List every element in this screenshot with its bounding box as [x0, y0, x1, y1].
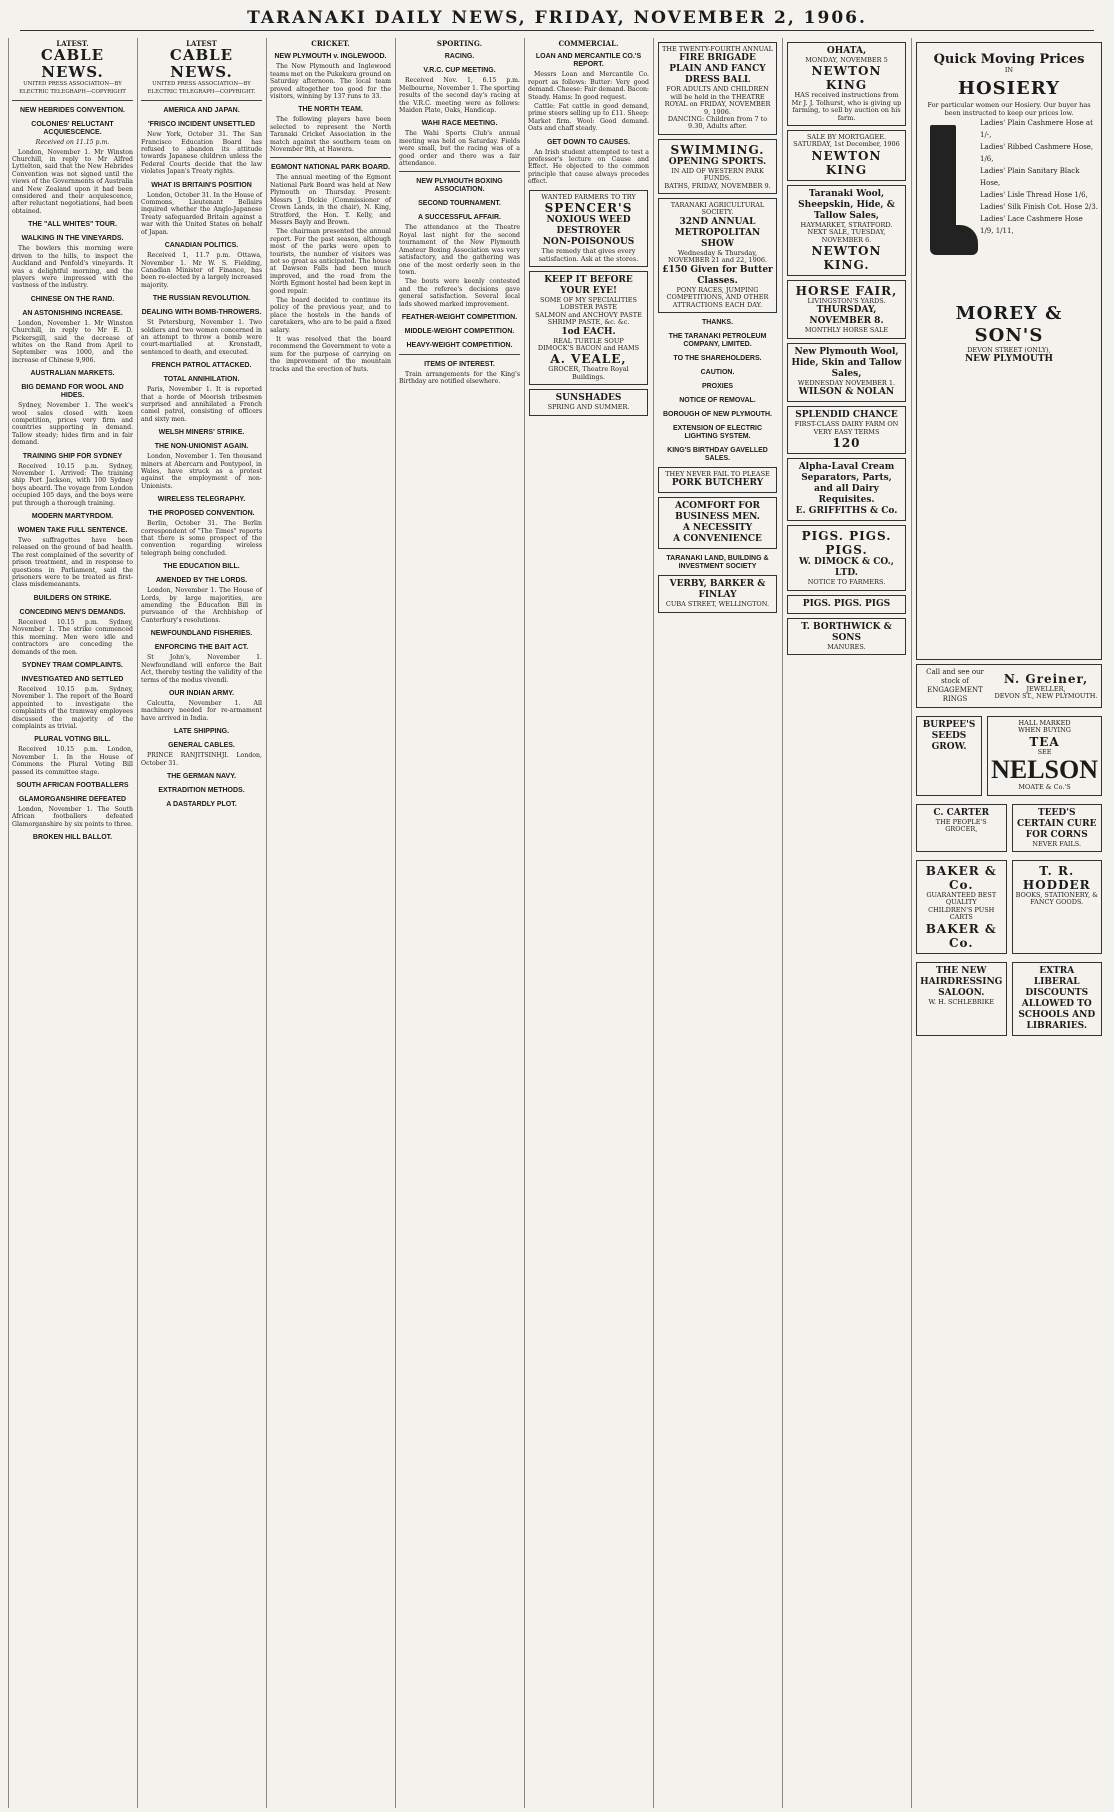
ad-line: NEVER FAILS. — [1032, 839, 1082, 848]
column-adverts-3 — [911, 38, 1106, 1808]
ad-line: REAL TURTLE SOUP — [553, 336, 624, 345]
ad-line: MONTHLY HORSE SALE — [804, 326, 889, 335]
article-text: London, November 1. The South African footballers defeated Glamorganshire by six points to three. — [12, 805, 133, 828]
ad-line: PONY RACES, JUMPING COMPETITIONS, AND OTHER ATTRACTIONS EACH DAY. — [666, 285, 769, 309]
headline: NEWFOUNDLAND FISHERIES. — [150, 630, 253, 638]
section-title: CABLE NEWS. — [40, 46, 105, 82]
headline: BUILDERS ON STRIKE. — [33, 594, 112, 602]
headline: NEW PLYMOUTH v. INGLEWOOD. — [274, 53, 387, 61]
ad-heading: TEA — [1029, 734, 1060, 749]
article-text: The board decided to continue its policy of the previous year, and to place the hostels in the hands of caretakers, who are to be paid a fixed salary. — [270, 296, 391, 334]
ad-line: JEWELLER, — [1026, 684, 1066, 693]
ad-line: SHRIMP PASTE, &c. &c. — [547, 318, 630, 327]
ad-heading: NON-POISONOUS — [542, 237, 635, 248]
ad-line: FIRST-CLASS DAIRY FARM ON VERY EASY TERMS — [794, 420, 899, 436]
headline: V.R.C. CUP MEETING. — [423, 67, 496, 75]
ad-heading: ACOMFORT FOR BUSINESS MEN. — [674, 501, 761, 523]
ad-line: WHEN BUYING — [1018, 726, 1071, 735]
ad-heading: BURPEE'S SEEDS GROW. — [922, 720, 976, 752]
article-text: Two suffragettes have been released on the ground of bad health. The rest complained of the severity of prison treatment, and in response to questions in Parliament, said the prisoners were to be treated as first-class misdemeanants. — [12, 537, 133, 589]
article-text: The attendance at the Theatre Royal last night for the second tournament of the New Plymouth Amateur Boxing Association was very satisfactory, and the gathering was one of the most orderly seen in the town. — [399, 224, 520, 276]
ad-heading: SPLENDID CHANCE — [795, 410, 898, 421]
advert-borthwick — [787, 618, 906, 655]
advert-sunshades — [529, 389, 648, 415]
ad-line: HAYMARKET, STRATFORD. — [800, 220, 893, 229]
article-text: The New Plymouth and Inglewood teams met on the Pukekura ground on Saturday afternoon. The local team proved altogether too good for the visitors, winning by 137 runs to 33. — [270, 63, 391, 101]
ad-line: DEVON STREET (ONLY), — [967, 346, 1051, 355]
ad-line: GROCER, Theatre Royal Buildings. — [548, 365, 629, 381]
advert-greiner — [916, 664, 1102, 708]
article-text: The Wahi Sports Club's annual meeting was held on Saturday. Fields were small, but the racing was of a good order and there was a fair attendance. — [399, 130, 520, 168]
divider — [399, 354, 520, 355]
advert-verby-barker — [658, 575, 777, 612]
ad-heading: SUNSHADES — [555, 393, 622, 404]
ad-row — [915, 800, 1103, 856]
article-text: London, November 1. Ten thousand miners at Abercarn and Pontypool, in Wales, have struck as a protest against the employment of non-Unionists. — [141, 453, 262, 490]
headline: AMERICA AND JAPAN. — [163, 107, 240, 115]
article-text: London, November 1. Mr Winston Churchill, in reply to Mr E. D. Pickersgill, said the decrease of whites on the Rand from April to September was 1000, and the increase of Chinese 9,906. — [12, 319, 133, 364]
article-text: Sydney, November 1. The week's wool sales closed with keen competition, prices very firm and countries supporting in demand. Tallow steady; hides firm and in fair demand. — [12, 402, 133, 447]
divider — [399, 171, 520, 172]
ad-heading: VERBY, BARKER & FINLAY — [669, 579, 766, 601]
ad-row — [915, 712, 1103, 800]
ad-line: SALMON and ANCHOVY PASTE — [535, 310, 642, 319]
ad-heading: TEED'S CERTAIN CURE FOR CORNS — [1017, 807, 1097, 840]
headline: ITEMS OF INTEREST. — [424, 360, 495, 368]
advert-carter — [916, 804, 1007, 852]
ad-line: NEXT SALE, TUESDAY, NOVEMBER 6. — [807, 228, 886, 244]
ad-heading: Taranaki Wool, Sheepskin, Hide, & Tallow Sales, — [798, 188, 895, 221]
ad-heading: SPENCER'S — [544, 201, 633, 216]
article-text: St John's, November 1. Newfoundland will enforce the Bait Act, thereby testing the validity of the terms of the modus vivendi. — [141, 654, 262, 684]
headline: PLURAL VOTING BILL. — [34, 736, 111, 744]
ad-heading: N. Greiner, — [1003, 671, 1089, 686]
ad-line: W. H. SCHLEBRIKE — [928, 997, 994, 1006]
headline: TO THE SHAREHOLDERS. — [673, 354, 762, 362]
ad-heading: THE NEW HAIRDRESSING SALOON. — [920, 965, 1003, 998]
ad-heading: W. DIMOCK & CO., LTD. — [799, 557, 894, 579]
ad-heading: NEW PLYMOUTH — [964, 354, 1054, 365]
headline: THE GERMAN NAVY. — [166, 772, 237, 780]
ad-heading: OPENING SPORTS. — [668, 156, 767, 167]
advert-hosiery — [916, 42, 1102, 660]
advert-wool-sales — [787, 185, 906, 276]
ad-heading: BAKER & Co. — [925, 864, 997, 893]
ad-line: Wednesday & Thursday, NOVEMBER 21 and 22, 1906. — [667, 248, 768, 265]
ad-line: IN AID OF WESTERN PARK FUNDS. — [671, 166, 764, 183]
headline: TRAINING SHIP FOR SYDNEY — [22, 452, 123, 460]
ad-line: HAS received instructions from Mr J. J. Tolhurst, who is giving up farming, to sell by auction on his farm. — [791, 91, 902, 122]
ad-line: Call and see our stock of ENGAGEMENT RINGS — [926, 668, 984, 703]
article-text: Calcutta, November 1. All machinery needed for re-armament have arrived in India. — [141, 699, 262, 722]
price-item: Ladies' Plain Cashmere Hose at 1/-, — [980, 119, 1093, 140]
advert-np-wool-sales — [787, 343, 906, 402]
ad-line: GUARANTEED BEST QUALITY — [926, 891, 997, 907]
headline: AUSTRALIAN MARKETS. — [30, 370, 115, 378]
advert-metropolitan-show — [658, 198, 777, 313]
headline: THE TARANAKI PETROLEUM COMPANY, LIMITED. — [668, 332, 767, 348]
ad-row — [915, 856, 1103, 958]
advert-hairdressing — [916, 962, 1007, 1036]
headline: WHAT IS BRITAIN'S POSITION — [151, 181, 252, 189]
ad-heading: SWIMMING. — [670, 142, 765, 157]
price-item: Ladies' Lace Cashmere Hose 1/9, 1/11, — [980, 215, 1083, 236]
article-text: The chairman presented the annual report. For the past season, although most of the parks were open to tourists, the number of visitors was not so great as anticipated. The house at Dawson Falls had been much improved, and the road from the North Egmont hostel had been kept in good repair. — [270, 228, 391, 295]
headline: COLONIES' RELUCTANT ACQUIESCENCE. — [31, 121, 114, 137]
ad-line: CHILDREN'S PUSH CARTS — [928, 905, 995, 922]
advert-fire-brigade-ball — [658, 42, 777, 135]
article-text: Received Nov. 1, 6.15 p.m. Melbourne, November 1. The sporting results of the second day's racing at the V.R.C. meeting were as follows: Maiden Plate, Oaks, Handicap. — [399, 77, 520, 115]
kicker: CRICKET. — [311, 39, 350, 48]
advert-specialities — [529, 271, 648, 385]
ad-heading: MOREY & SON'S — [955, 303, 1063, 347]
price-item: Ladies' Ribbed Cashmere Hose, 1/6, — [980, 143, 1094, 164]
headline: EXTRADITION METHODS. — [158, 786, 245, 794]
ad-heading: KEEP IT BEFORE YOUR EYE! — [544, 274, 633, 296]
headline: BIG DEMAND FOR WOOL AND HIDES. — [21, 384, 124, 400]
section-subtitle: UNITED PRESS ASSOCIATION—BY ELECTRIC TELEGRAPH—COPYRIGHT. — [147, 81, 256, 95]
ad-line: THE TWENTY-FOURTH ANNUAL — [662, 45, 773, 53]
headline: EGMONT NATIONAL PARK BOARD. — [271, 164, 390, 172]
kicker: COMMERCIAL. — [558, 39, 619, 48]
ad-price: 1od EACH. — [561, 326, 616, 337]
headline: ENFORCING THE BAIT ACT. — [154, 644, 249, 652]
kicker: LATEST — [186, 39, 217, 48]
ad-heading: T. BORTHWICK & SONS — [801, 621, 892, 643]
ad-heading: NEWTON KING — [811, 64, 882, 93]
headline: GLAMORGANSHIRE DEFEATED — [18, 795, 127, 803]
headline: SOUTH AFRICAN FOOTBALLERS — [16, 781, 129, 789]
headline: THE "ALL WHITES" TOUR. — [28, 221, 117, 229]
headline: NEW HEBRIDES CONVENTION. — [19, 107, 125, 115]
headline: CONCEDING MEN'S DEMANDS. — [19, 608, 126, 616]
ad-heading: PORK BUTCHERY — [671, 478, 764, 489]
headline: RACING. — [444, 53, 475, 61]
price-list — [980, 117, 1098, 283]
headline: MIDDLE-WEIGHT COMPETITION. — [404, 327, 515, 335]
ad-heading: NOXIOUS WEED DESTROYER — [546, 215, 631, 237]
ad-line: SOME OF MY SPECIALITIES — [540, 295, 637, 304]
headline: OUR INDIAN ARMY. — [168, 689, 235, 697]
ad-line: IN — [1004, 66, 1014, 75]
headline: FRENCH PATROL ATTACKED. — [151, 362, 252, 370]
stocking-illustration — [920, 125, 980, 275]
headline: WELSH MINERS' STRIKE. — [158, 429, 245, 437]
headline: THANKS. — [701, 318, 734, 326]
advert-ohata-sale — [787, 42, 906, 126]
advert-mortgagee-sale — [787, 130, 906, 181]
ad-heading: WILSON & NOLAN — [798, 387, 895, 398]
headline: NEW PLYMOUTH BOXING ASSOCIATION. — [416, 178, 503, 194]
headline: AMENDED BY THE LORDS. — [155, 577, 248, 585]
ad-line: DEVON ST., NEW PLYMOUTH. — [994, 692, 1098, 700]
ad-heading: 32ND ANNUAL METROPOLITAN SHOW — [674, 216, 761, 249]
column-cable-news-2 — [137, 38, 265, 1808]
ad-heading: NELSON — [991, 755, 1098, 785]
headline: WAHI RACE MEETING. — [421, 120, 498, 128]
column-cable-news-1 — [8, 38, 136, 1808]
ad-heading: PIGS. PIGS. PIGS — [802, 598, 891, 609]
ad-heading: PIGS. PIGS. PIGS. — [801, 529, 892, 558]
advert-pigs — [787, 525, 906, 590]
ad-line: SPRING AND SUMMER. — [547, 403, 630, 412]
article-text: New York, October 31. The San Francisco Education Board has refused to abandon its attitude towards Japanese children unless the Federal Courts decide that the law violates Japan's Treaty rights. — [141, 131, 262, 176]
ad-heading: NEWTON KING — [811, 148, 882, 177]
divider — [141, 100, 262, 101]
advert-swimming — [658, 139, 777, 194]
divider — [270, 157, 391, 158]
section-subtitle: UNITED PRESS ASSOCIATION—BY ELECTRIC TELEGRAPH—COPYRIGHT — [19, 81, 126, 95]
headline: WOMEN TAKE FULL SENTENCE. — [17, 527, 128, 535]
ad-line: WANTED FARMERS TO TRY — [541, 192, 636, 201]
article-text: The bouts were keenly contested and the referee's decisions gave general satisfaction. Several local lads showed marked improvement. — [399, 278, 520, 308]
ad-heading: FIRE BRIGADE PLAIN AND FANCY DRESS BALL — [669, 53, 766, 86]
headline: PROXIES — [701, 382, 734, 390]
article-text: London, November 1. Mr Winston Churchill, in reply to Mr Alfred Lyttelton, said that the New Hebrides Convention was not signed until the views of the Governments of Australia and New Zealand upon it had been considered and their acquiescence, after reluctant negotiations, had been obtained. — [12, 148, 133, 215]
headline: THE EDUCATION BILL. — [163, 563, 240, 571]
article-text: Messrs Loan and Mercantile Co. report as follows: Butter: Very good demand. Cheese: Fair demand. Bacon: Steady. Hams: In good request. — [528, 71, 650, 101]
ad-heading: 120 — [832, 436, 861, 451]
price-item: Ladies' Silk Finish Cot. Hose 2/3. — [980, 203, 1098, 212]
advert-burpees-seeds — [916, 716, 982, 796]
ad-line: MANURES. — [827, 642, 866, 651]
divider — [12, 100, 133, 101]
ad-line: WEDNESDAY NOVEMBER 1. — [797, 378, 896, 387]
stocking-shaft — [930, 125, 956, 235]
headline: THE NON-UNIONIST AGAIN. — [154, 443, 249, 451]
price-item: Ladies' Lisle Thread Hose 1/6, — [980, 191, 1088, 200]
ad-line: BATHS, FRIDAY, NOVEMBER 9. — [664, 181, 771, 190]
headline: 'FRISCO INCIDENT UNSETTLED — [147, 121, 256, 129]
headline: CHINESE ON THE RAND. — [30, 295, 115, 303]
ad-heading: OHATA, — [826, 46, 867, 56]
ad-heading: NEWTON KING. — [811, 244, 882, 273]
article-text: Received 10.15 p.m. London, November 1. In the House of Commons the Plural Voting Bill passed its committee stage. — [12, 746, 133, 776]
headline: FEATHER-WEIGHT COMPETITION. — [401, 313, 518, 321]
headline: A SUCCESSFUL AFFAIR. — [418, 214, 501, 222]
ad-line: MOATE & Co.'S — [1018, 783, 1071, 792]
price-item: Ladies' Plain Sanitary Black Hose, — [980, 167, 1080, 188]
article-text: Paris, November 1. It is reported that a horde of Moorish tribesmen surprised and annihilated a French camel patrol, consisting of officers and sixty men. — [141, 386, 262, 423]
headline: NOTICE OF REMOVAL. — [679, 396, 756, 404]
hosiery-body — [920, 117, 1098, 283]
ad-heading: New Plymouth Wool, Hide, Skin and Tallow Sales, — [791, 346, 902, 379]
headline: SECOND TOURNAMENT. — [418, 200, 501, 208]
article-text: Received 10.15 p.m. Sydney, November 1. The strike commenced this morning. Men were idle and contractors are conceding the demands of the men. — [12, 618, 133, 656]
ad-heading: EXTRA LIBERAL DISCOUNTS ALLOWED TO SCHOOLS AND LIBRARIES. — [1018, 965, 1096, 1031]
advert-hodder — [1012, 860, 1103, 954]
advert-weed-destroyer — [529, 190, 648, 267]
headline: THE PROPOSED CONVENTION. — [148, 510, 255, 518]
ad-line: THEY NEVER FAIL TO PLEASE — [665, 469, 770, 478]
article-text: The bowlers this morning were driven to the hills, to inspect the Auckland and Penfold's vineyards. It was a delightful morning, and the players were impressed with the vastness of the industry. — [12, 245, 133, 290]
ad-heading: Alpha-Laval Cream Separators, Parts, and all Dairy Requisites. — [798, 462, 895, 506]
article-text: Cattle: Fat cattle in good demand, prime steers selling up to £11. Sheep: Market firm. Wool: Good demand. Oats and chaff steady. — [528, 103, 649, 133]
headline: BROKEN HILL BALLOT. — [32, 834, 113, 842]
headline: WIRELESS TELEGRAPHY. — [157, 496, 246, 504]
headline: EXTENSION OF ELECTRIC LIGHTING SYSTEM. — [672, 424, 763, 440]
headline: BOROUGH OF NEW PLYMOUTH. — [662, 410, 773, 418]
ad-line: The remedy that gives every satisfaction. Ask at the stores. — [538, 247, 639, 263]
article-text: Received 10.15 p.m. Sydney, November 1. The report of the Board appointed to investigate the complaints of the tramway employees discussed the majority of the complaints as trivial. — [12, 685, 133, 730]
ad-line: SALE BY MORTGAGEE. — [806, 133, 887, 142]
ad-line: CUBA STREET, WELLINGTON. — [665, 600, 770, 609]
stocking-foot — [930, 225, 978, 255]
ad-line: For particular women our Hosiery. Our buyer has been instructed to keep our prices low. — [927, 101, 1091, 117]
ad-line: BOOKS, STATIONERY, & FANCY GOODS. — [1015, 891, 1098, 907]
ad-heading: A. VEALE, — [550, 352, 627, 367]
advert-nelson-tea — [987, 716, 1102, 796]
article-text: An Irish student attempted to test a professor's lecture on Cause and Effect. He objected to the common principle that cause always precedes effect. — [528, 148, 649, 186]
ad-heading: A CONVENIENCE — [673, 534, 762, 545]
ad-line: MONDAY, NOVEMBER 5 — [805, 56, 888, 64]
advert-discounts — [1012, 962, 1103, 1036]
column-commercial — [524, 38, 652, 1808]
ad-heading: BAKER & Co. — [925, 921, 997, 950]
headline: GENERAL CABLES. — [168, 742, 235, 750]
headline: DEALING WITH BOMB-THROWERS. — [141, 309, 262, 317]
column-adverts-2 — [782, 38, 910, 1808]
ad-heading: £150 Given for Butter Classes. — [662, 264, 773, 286]
ad-line: THE PEOPLE'S GROCER, — [935, 817, 987, 834]
article-text: The annual meeting of the Egmont National Park Board was held at New Plymouth on Thursday. Present: Messrs J. Dickie (Commissioner of Crown Lands, in the chair), N. King, Stratford, the Hon. T. Kelly, and Messrs Bayly and Brown. — [270, 174, 391, 226]
article-text: London, November 1. The House of Lords, by large majorities, are amending the Education Bill in pursuance of the Archbishop of Canterbury's resolutions. — [141, 587, 262, 624]
column-sporting — [395, 38, 523, 1808]
article-text: Berlin, October 31. The Berlin correspondent of "The Times" reports that there is some prospect of the convention regarding wireless telegraph being concluded. — [141, 520, 262, 557]
headline: TARANAKI LAND, BUILDING & INVESTMENT SOCIETY — [666, 555, 769, 571]
article-text: The following players have been selected to represent the North Taranaki Cricket Association in the match against the southern team on November 9th, at Hawera. — [270, 116, 391, 154]
article-text: It was resolved that the board recommend the Government to vote a sum for the purpose of carrying on the improvement of the mountain tracks and the erection of huts. — [270, 336, 391, 373]
headline: INVESTIGATED AND SETTLED — [21, 675, 124, 683]
headline: A DASTARDLY PLOT. — [166, 800, 237, 808]
advert-pigs-2 — [787, 595, 906, 614]
kicker: SPORTING. — [436, 39, 483, 48]
article-text: Received 10.15 p.m. Sydney, November 1. Arrived: The training ship Port Jackson, with 100 Sydney boys aboard. The voyage from London occupied 105 days, and the boys were put through a thorough training. — [12, 462, 133, 507]
article-text: Train arrangements for the King's Birthday are notified elsewhere. — [399, 370, 520, 386]
ad-line: LIVINGSTON'S YARDS. — [807, 297, 886, 306]
headline: TOTAL ANNIHILATION. — [163, 376, 240, 384]
advert-separators — [787, 458, 906, 521]
article-text: Received 1, 11.7 p.m. Ottawa, November 1. Mr W. S. Fielding, Canadian Minister of Finance, has been re-elected by a largely increased majority. — [141, 252, 262, 289]
ad-heading: THURSDAY, NOVEMBER 8. — [809, 305, 884, 327]
ad-line: SEE — [1037, 747, 1052, 756]
dateline: Received on 11.15 p.m. — [35, 139, 110, 147]
article-text: PRINCE RANJITSINHJI. London, October 31. — [141, 752, 262, 767]
headline: WALKING IN THE VINEYARDS. — [21, 235, 124, 243]
advert-baker-1 — [916, 860, 1007, 954]
ad-line: DANCING: Children from 7 to 9.30, Adults after. — [667, 115, 768, 131]
ad-line: LOBSTER PASTE — [560, 303, 617, 312]
headline: THE RUSSIAN REVOLUTION. — [152, 295, 251, 303]
headline: LOAN AND MERCANTILE CO.'S REPORT. — [535, 53, 642, 69]
ad-row — [915, 958, 1103, 1040]
ad-line: HALL MARKED — [1018, 719, 1071, 727]
headline: THE NORTH TEAM. — [298, 106, 363, 114]
ad-heading: E. GRIFFITHS & Co. — [795, 506, 898, 517]
headline: KING'S BIRTHDAY GAVELLED SALES. — [667, 446, 768, 462]
ad-heading: A NECESSITY — [682, 523, 753, 534]
ad-line: NOTICE TO FARMERS. — [807, 578, 886, 587]
ad-heading: C. CARTER — [933, 807, 990, 818]
headline: LATE SHIPPING. — [173, 728, 230, 736]
masthead: TARANAKI DAILY NEWS, FRIDAY, NOVEMBER 2, 1906. — [20, 8, 1094, 31]
ad-line: SATURDAY, 1st December, 1906 — [793, 140, 900, 149]
section-title: CABLE NEWS. — [169, 46, 234, 82]
greiner-block — [994, 672, 1098, 701]
article-text: London, October 31. In the House of Commons, Lieutenant Bellairs inquired whether the Anglo-Japanese Treaty safeguarded Britain against a war with the United States on behalf of Japan. — [141, 191, 262, 236]
advert-horse-fair — [787, 280, 906, 339]
headline: CANADIAN POLITICS. — [164, 242, 239, 250]
ad-heading: HOSIERY — [957, 77, 1061, 99]
advert-comfort — [658, 497, 777, 549]
headline: HEAVY-WEIGHT COMPETITION. — [406, 341, 513, 349]
headline: CAUTION. — [700, 368, 735, 376]
advert-pork-butchery — [658, 467, 777, 493]
advert-teeds-corns — [1012, 804, 1103, 852]
headline: AN ASTONISHING INCREASE. — [22, 309, 123, 317]
ad-heading: HORSE FAIR, — [795, 284, 898, 299]
ad-heading: T. R. HODDER — [1022, 864, 1091, 893]
headline: SYDNEY TRAM COMPLAINTS. — [22, 661, 123, 669]
column-cricket — [266, 38, 394, 1808]
advert-dairy-farm — [787, 406, 906, 454]
ad-line: TARANAKI AGRICULTURAL SOCIETY. — [670, 201, 765, 217]
column-adverts-1 — [653, 38, 781, 1808]
headline: MODERN MARTYRDOM. — [31, 513, 114, 521]
article-text: St Petersburg, November 1. Two soldiers and two women concerned in an attempt to throw a bomb were court-martialled at Kronstadt, sentenced to death, and executed. — [141, 319, 262, 356]
ad-line: FOR ADULTS AND CHILDREN will be held in the THEATRE ROYAL on FRIDAY, NOVEMBER 9, 1906. — [664, 85, 771, 116]
headline: GET DOWN TO CAUSES. — [546, 138, 631, 146]
ad-heading: Quick Moving Prices — [933, 52, 1085, 67]
kicker: LATEST. — [56, 39, 89, 48]
ad-line: DIMOCK'S BACON and HAMS — [537, 343, 640, 352]
